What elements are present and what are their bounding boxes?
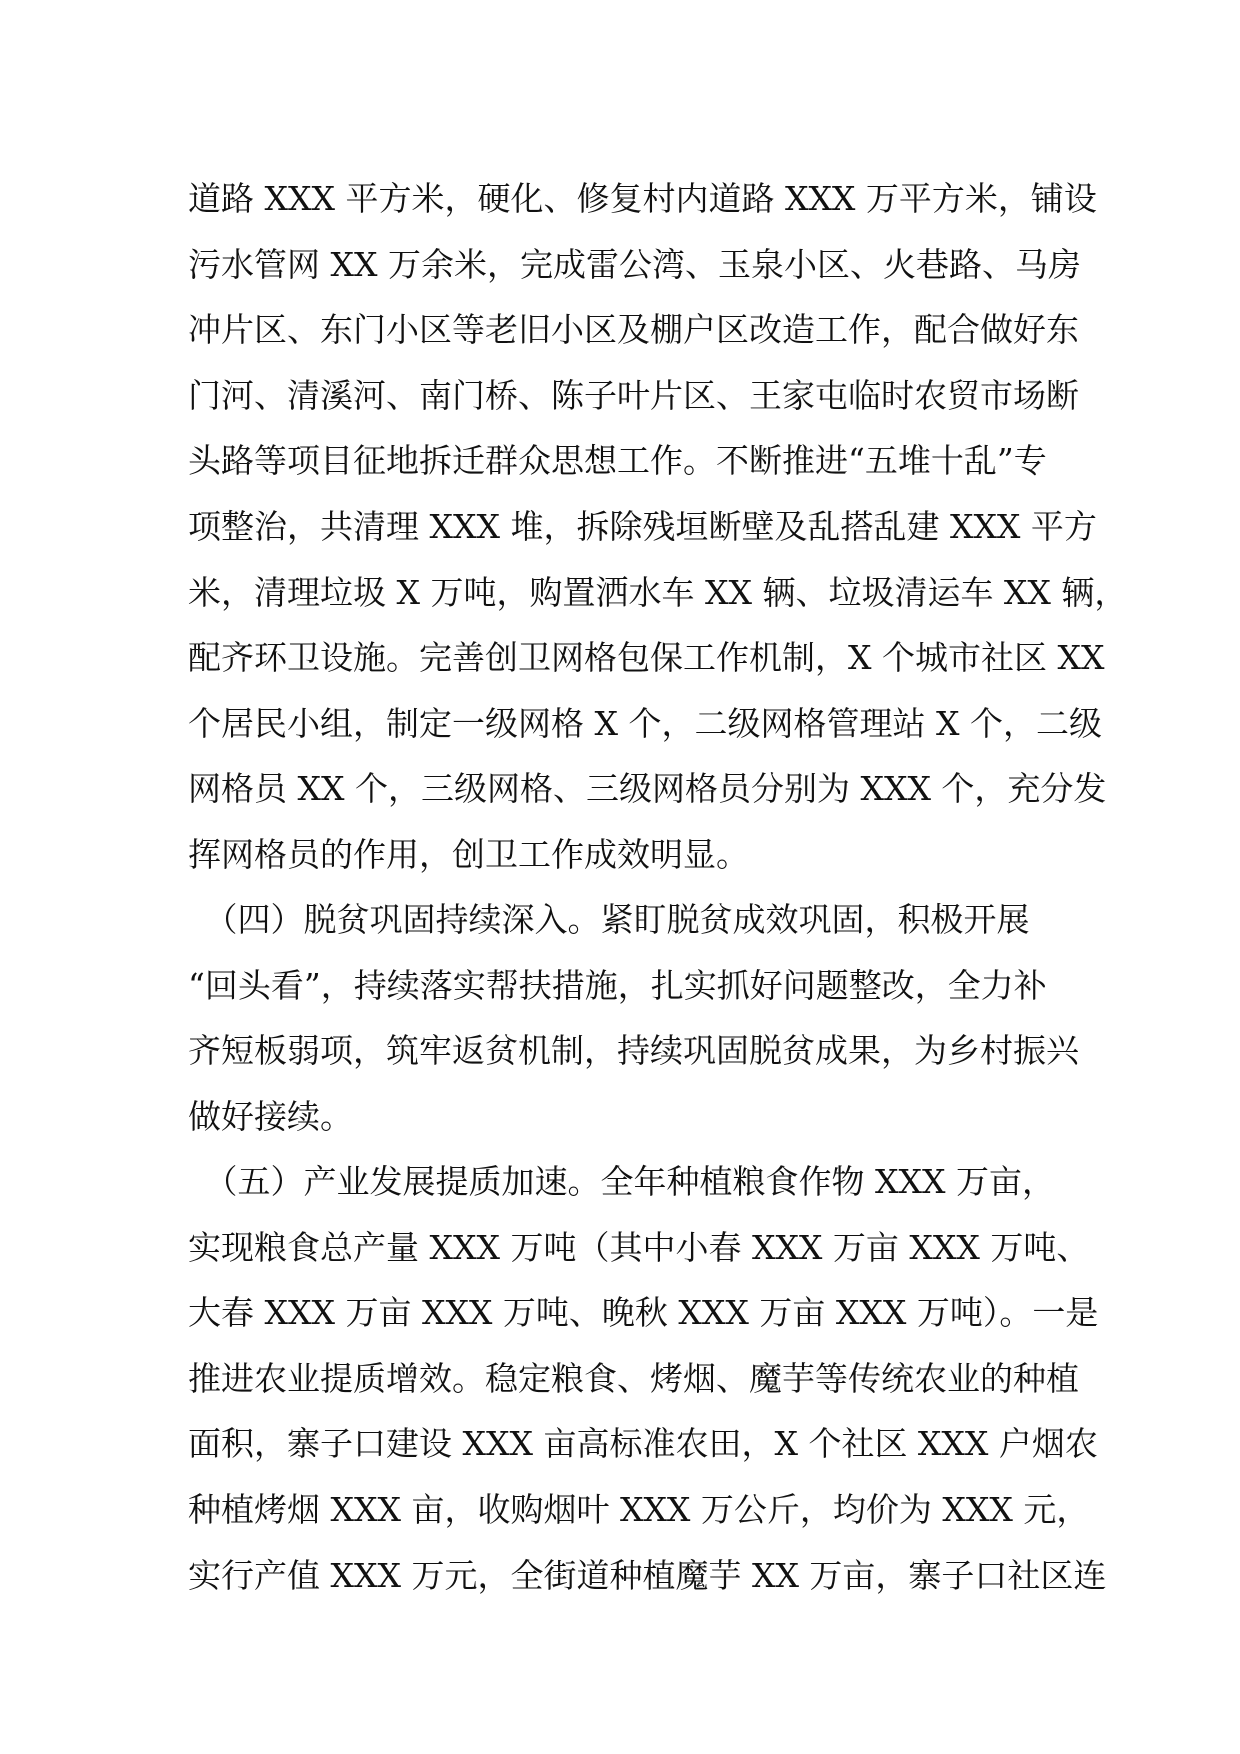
text-line: 实现粮食总产量 XXX 万吨（其中小春 XXX 万亩 XXX 万吨、 [188, 1227, 1090, 1267]
paragraph-industry-development [188, 1149, 1107, 1608]
text-line: 种植烤烟 XXX 亩，收购烟叶 XXX 万公斤，均价为 XXX 元， [188, 1489, 1090, 1529]
text-line: 污水管网 XX 万余米，完成雷公湾、玉泉小区、火巷路、马房 [188, 244, 1081, 284]
text-line: 米，清理垃圾 X 万吨，购置洒水车 XX 辆、垃圾清运车 XX 辆， [188, 572, 1128, 612]
text-line: 个居民小组，制定一级网格 X 个，二级网格管理站 X 个，二级 [188, 703, 1102, 743]
text-line: 挥网格员的作用，创卫工作成效明显。 [188, 834, 749, 874]
paragraph-poverty-consolidation [188, 887, 1079, 1149]
text-line: 大春 XXX 万亩 XXX 万吨、晚秋 XXX 万亩 XXX 万吨）。一是 [188, 1293, 1099, 1333]
text-line: 道路 XXX 平方米，硬化、修复村内道路 XXX 万平方米，铺设 [188, 179, 1097, 218]
text-line: 推进农业提质增效。稳定粮食、烤烟、魔芋等传统农业的种植 [188, 1358, 1079, 1398]
text-line: 做好接续。 [188, 1096, 353, 1136]
text-line: （五）产业发展提质加速。全年种植粮食作物 XXX 万亩， [188, 1162, 1055, 1201]
text-line: 配齐环卫设施。完善创卫网格包保工作机制，X 个城市社区 XX [188, 638, 1105, 678]
paragraph-urban-renewal [188, 166, 1128, 888]
text-line: 头路等项目征地拆迁群众思想工作。不断推进“五堆十乱”专 [188, 441, 1047, 481]
text-line: 项整治，共清理 XXX 堆，拆除残垣断壁及乱搭乱建 XXX 平方 [188, 506, 1097, 546]
text-line: 网格员 XX 个，三级网格、三级网格员分别为 XXX 个，充分发 [188, 769, 1107, 809]
text-line: 冲片区、东门小区等老旧小区及棚户区改造工作，配合做好东 [188, 310, 1079, 350]
text-line: 门河、清溪河、南门桥、陈子叶片区、王家屯临时农贸市场断 [188, 375, 1079, 415]
text-line: 实行产值 XXX 万元，全街道种植魔芋 XX 万亩，寨子口社区连 [188, 1555, 1107, 1595]
text-line: 面积，寨子口建设 XXX 亩高标准农田，X 个社区 XXX 户烟农 [188, 1424, 1098, 1464]
text-line: “回头看”，持续落实帮扶措施，扎实抓好问题整改，全力补 [188, 965, 1047, 1005]
text-line: （四）脱贫巩固持续深入。紧盯脱贫成效巩固，积极开展 [188, 900, 1030, 939]
text-line: 齐短板弱项，筑牢返贫机制，持续巩固脱贫成果，为乡村振兴 [188, 1031, 1079, 1071]
